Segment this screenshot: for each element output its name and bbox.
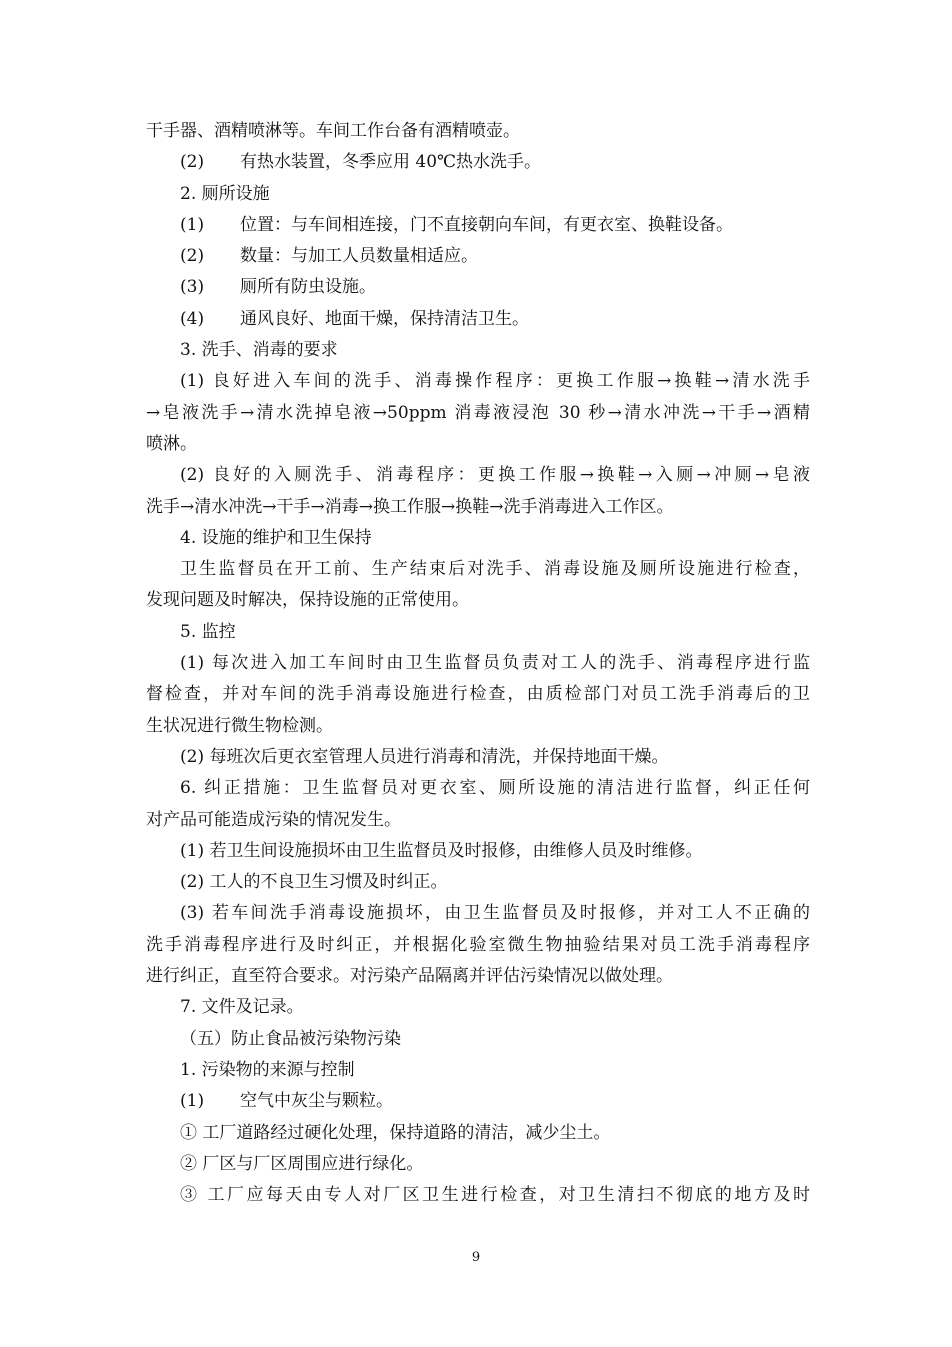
- text-line: (3) 若车间洗手消毒设施损坏，由卫生监督员及时报修，并对工人不正确的: [180, 903, 810, 924]
- section-heading: 3. 洗手、消毒的要求: [180, 340, 338, 361]
- text-line: (1) 若卫生间设施损坏由卫生监督员及时报修，由维修人员及时维修。: [180, 840, 703, 861]
- text-line: 洗手→清水冲洗→干手→消毒→换工作服→换鞋→洗手消毒进入工作区。: [146, 496, 674, 517]
- text-line: 督检查，并对车间的洗手消毒设施进行检查，由质检部门对员工洗手消毒后的卫: [146, 684, 810, 705]
- section-heading: 7. 文件及记录。: [180, 997, 304, 1018]
- text-line: 对产品可能造成污染的情况发生。: [146, 809, 401, 830]
- body-text: [146, 116, 810, 1211]
- text-line: →皂液洗手→清水洗掉皂液→50ppm 消毒液浸泡 30 秒→清水冲洗→干手→酒精: [146, 402, 810, 423]
- text-line: 洗手消毒程序进行及时纠正，并根据化验室微生物抽验结果对员工洗手消毒程序: [146, 934, 810, 955]
- text-line: (1) 每次进入加工车间时由卫生监督员负责对工人的洗手、消毒程序进行监: [180, 653, 810, 674]
- list-item: [146, 241, 810, 272]
- list-item: [146, 210, 810, 241]
- section-heading: 2. 厕所设施: [180, 183, 270, 204]
- text-line: (1) 良好进入车间的洗手、消毒操作程序：更换工作服→换鞋→清水洗手: [180, 371, 810, 392]
- item-text: 厕所有防虫设施。: [240, 277, 376, 298]
- list-item: [146, 147, 810, 178]
- text-line: 6. 纠正措施：卫生监督员对更衣室、厕所设施的清洁进行监督，纠正任何: [180, 778, 810, 799]
- list-item: [146, 304, 810, 335]
- text-line: ③ 工厂应每天由专人对厂区卫生进行检查，对卫生清扫不彻底的地方及时: [180, 1185, 810, 1206]
- item-number: (3): [180, 277, 205, 298]
- item-text: 数量：与加工人员数量相适应。: [240, 246, 478, 267]
- text-line: 生状况进行微生物检测。: [146, 715, 333, 736]
- item-number: (1): [180, 214, 205, 235]
- section-heading: 4. 设施的维护和卫生保持: [180, 527, 372, 548]
- item-text: 有热水装置，冬季应用 40℃热水洗手。: [240, 152, 542, 173]
- list-item: [146, 1086, 810, 1117]
- text-line: 发现问题及时解决，保持设施的正常使用。: [146, 590, 469, 611]
- text-line: ① 工厂道路经过硬化处理，保持道路的清洁，减少尘土。: [180, 1122, 611, 1143]
- item-number: (4): [180, 308, 205, 329]
- section-heading: 5. 监控: [180, 621, 236, 642]
- item-text: 位置：与车间相连接，门不直接朝向车间，有更衣室、换鞋设备。: [240, 214, 733, 235]
- text-line: 进行纠正，直至符合要求。对污染产品隔离并评估污染情况以做处理。: [146, 966, 673, 987]
- text-line: 干手器、酒精喷淋等。车间工作台备有酒精喷壶。: [146, 121, 520, 141]
- item-number: (1): [180, 1091, 205, 1112]
- text-line: (2) 每班次后更衣室管理人员进行消毒和清洗，并保持地面干燥。: [180, 746, 669, 767]
- item-number: (2): [180, 246, 205, 267]
- item-number: (2): [180, 152, 205, 173]
- list-item: [146, 272, 810, 303]
- text-line: (2) 良好的入厕洗手、消毒程序：更换工作服→换鞋→入厕→冲厕→皂液: [180, 465, 810, 486]
- item-text: 空气中灰尘与颗粒。: [240, 1091, 393, 1112]
- section-heading: 1. 污染物的来源与控制: [180, 1059, 355, 1080]
- section-heading: （五）防止食品被污染物污染: [180, 1028, 401, 1049]
- text-line: ② 厂区与厂区周围应进行绿化。: [180, 1153, 424, 1174]
- text-line: (2) 工人的不良卫生习惯及时纠正。: [180, 872, 448, 893]
- text-line: 卫生监督员在开工前、生产结束后对洗手、消毒设施及厕所设施进行检查，: [180, 559, 810, 580]
- text-line: 喷淋。: [146, 433, 197, 454]
- item-text: 通风良好、地面干燥，保持清洁卫生。: [240, 308, 529, 329]
- page-number: 9: [471, 1250, 481, 1265]
